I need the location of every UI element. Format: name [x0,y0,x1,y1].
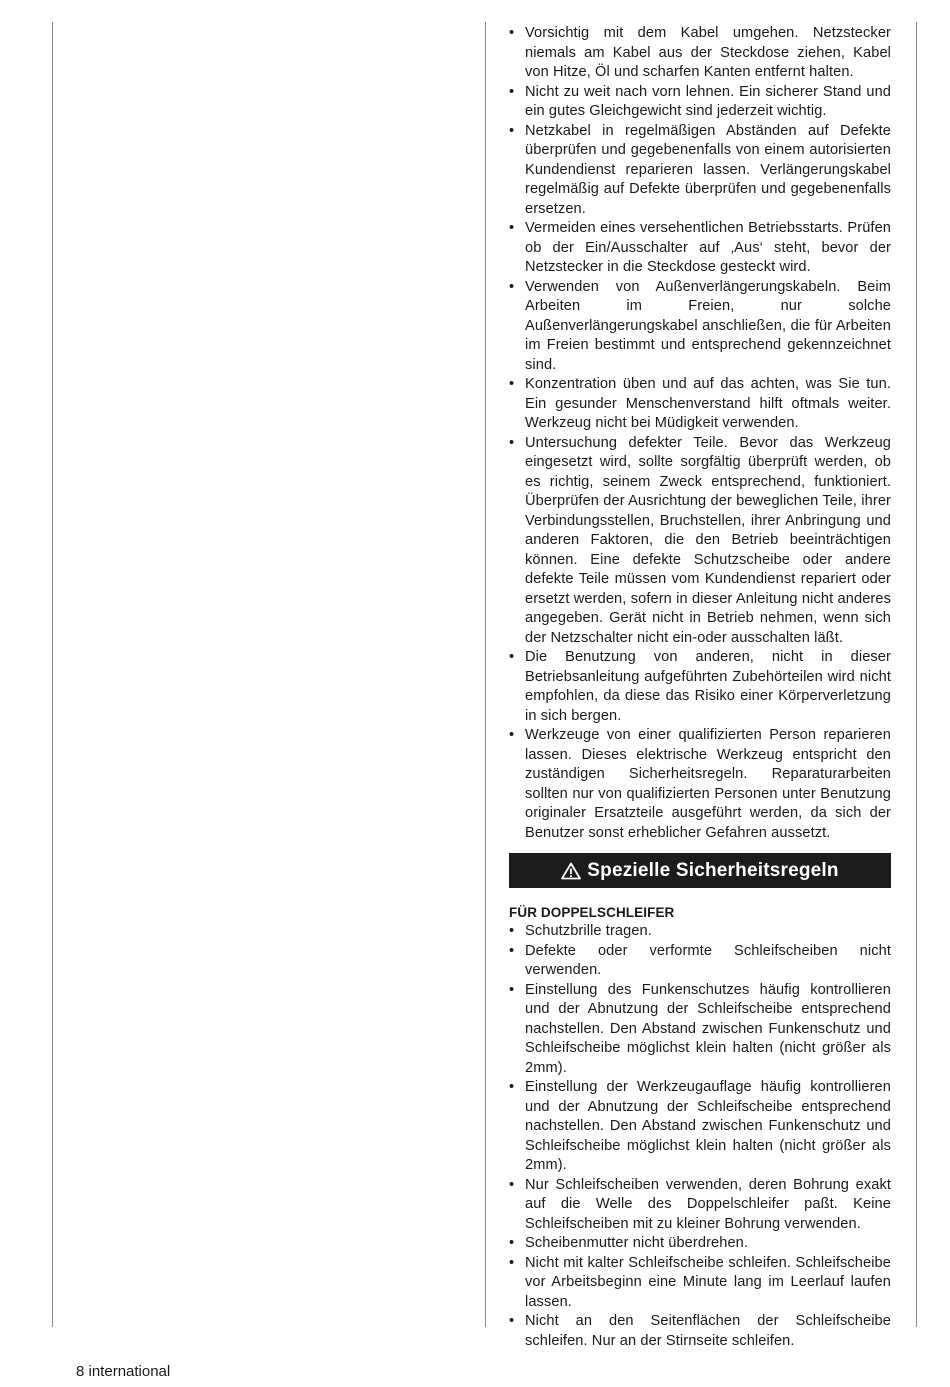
list-item: • Scheibenmutter nicht überdrehen. [509,1234,891,1254]
general-safety-list [509,24,891,843]
list-item: • Untersuchung defekter Teile. Bevor das Werkzeug eingesetzt wird, sollte sorgfältig überprüft werden, ob es richtig, seinem Zweck entsprechend, funktioniert. Überprüfen der Ausrichtung der beweglichen Teile, ihrer Verbindungsstellen, Bruchstellen, ihrer Anbringung und anderen Faktoren, die den Betrieb beeinträchtigen können. Eine defekte Schutzscheibe oder andere defekte Teile müssen vom Kundendienst repariert oder ersetzt werden, sofern in dieser Anleitung nicht anderes angegeben. Gerät nicht in Betrieb nehmen, wenn sich der Netzschalter nicht ein-oder ausschalten läßt. [509,434,891,649]
warning-triangle-icon [561,862,581,880]
section-heading: FÜR DOPPELSCHLEIFER [509,905,675,920]
list-item: • Defekte oder verformte Schleifscheiben nicht verwenden. [509,942,891,981]
right-text-column [509,24,891,1351]
list-item: • Nicht zu weit nach vorn lehnen. Ein sicherer Stand und ein gutes Gleichgewicht sind jederzeit wichtig. [509,83,891,122]
middle-column-rule [485,22,486,1327]
list-item: • Konzentration üben und auf das achten, was Sie tun. Ein gesunder Menschenverstand hilft oftmals weiter. Werkzeug nicht bei Müdigkeit verwenden. [509,375,891,434]
page-footer: 8 international [76,1363,171,1380]
left-column-rule [52,22,53,1327]
grinder-safety-list [509,922,891,1351]
list-item: • Schutzbrille tragen. [509,922,891,942]
banner-title: Spezielle Sicherheitsregeln [587,859,839,881]
list-item: • Verwenden von Außenverlängerungskabeln. Beim Arbeiten im Freien, nur solche Außenverlängerungskabel anschließen, die für Arbeiten im Freien bestimmt und entsprechend gekennzeichnet sind. [509,278,891,376]
list-item: • Netzkabel in regelmäßigen Abständen auf Defekte überprüfen und gegebenenfalls von einem autorisierten Kundendienst reparieren lassen. Verlängerungskabel regelmäßig auf Defekte überprüfen und gegebenenfalls ersetzen. [509,122,891,220]
special-safety-banner [509,853,891,888]
list-item: • Nicht mit kalter Schleifscheibe schleifen. Schleifscheibe vor Arbeitsbeginn eine Minute lang im Leerlauf laufen lassen. [509,1254,891,1313]
list-item: • Vermeiden eines versehentlichen Betriebsstarts. Prüfen ob der Ein/Ausschalter auf ‚Aus‘ steht, bevor der Netzstecker in die Steckdose gesteckt wird. [509,219,891,278]
list-item: • Einstellung des Funkenschutzes häufig kontrollieren und der Abnutzung der Schleifscheibe entsprechend nachstellen. Den Abstand zwischen Funkenschutz und Schleifscheibe möglichst klein halten (nicht größer als 2mm). [509,981,891,1079]
list-item: • Nicht an den Seitenflächen der Schleifscheibe schleifen. Nur an der Stirnseite schleifen. [509,1312,891,1351]
right-column-rule [916,22,917,1327]
list-item: • Vorsichtig mit dem Kabel umgehen. Netzstecker niemals am Kabel aus der Steckdose ziehen, Kabel von Hitze, Öl und scharfen Kanten entfernt halten. [509,24,891,83]
list-item: • Die Benutzung von anderen, nicht in dieser Betriebsanleitung aufgeführten Zubehörteilen wird nicht empfohlen, da diese das Risiko einer Körperverletzung in sich bergen. [509,648,891,726]
list-item: • Werkzeuge von einer qualifizierten Person reparieren lassen. Dieses elektrische Werkzeug entspricht den zuständigen Sicherheitsregeln. Reparaturarbeiten sollten nur von qualifizierten Personen unter Benutzung originaler Ersatzteile ausgeführt werden, da sich der Benutzer sonst erheblicher Gefahren aussetzt. [509,726,891,843]
list-item: • Einstellung der Werkzeugauflage häufig kontrollieren und der Abnutzung der Schleifscheibe entsprechend nachstellen. Den Abstand zwischen Funkenschutz und Schleifscheibe möglichst klein halten (nicht größer als 2mm). [509,1078,891,1176]
list-item: • Nur Schleifscheiben verwenden, deren Bohrung exakt auf die Welle des Doppelschleifer paßt. Keine Schleifscheiben mit zu kleiner Bohrung verwenden. [509,1176,891,1235]
